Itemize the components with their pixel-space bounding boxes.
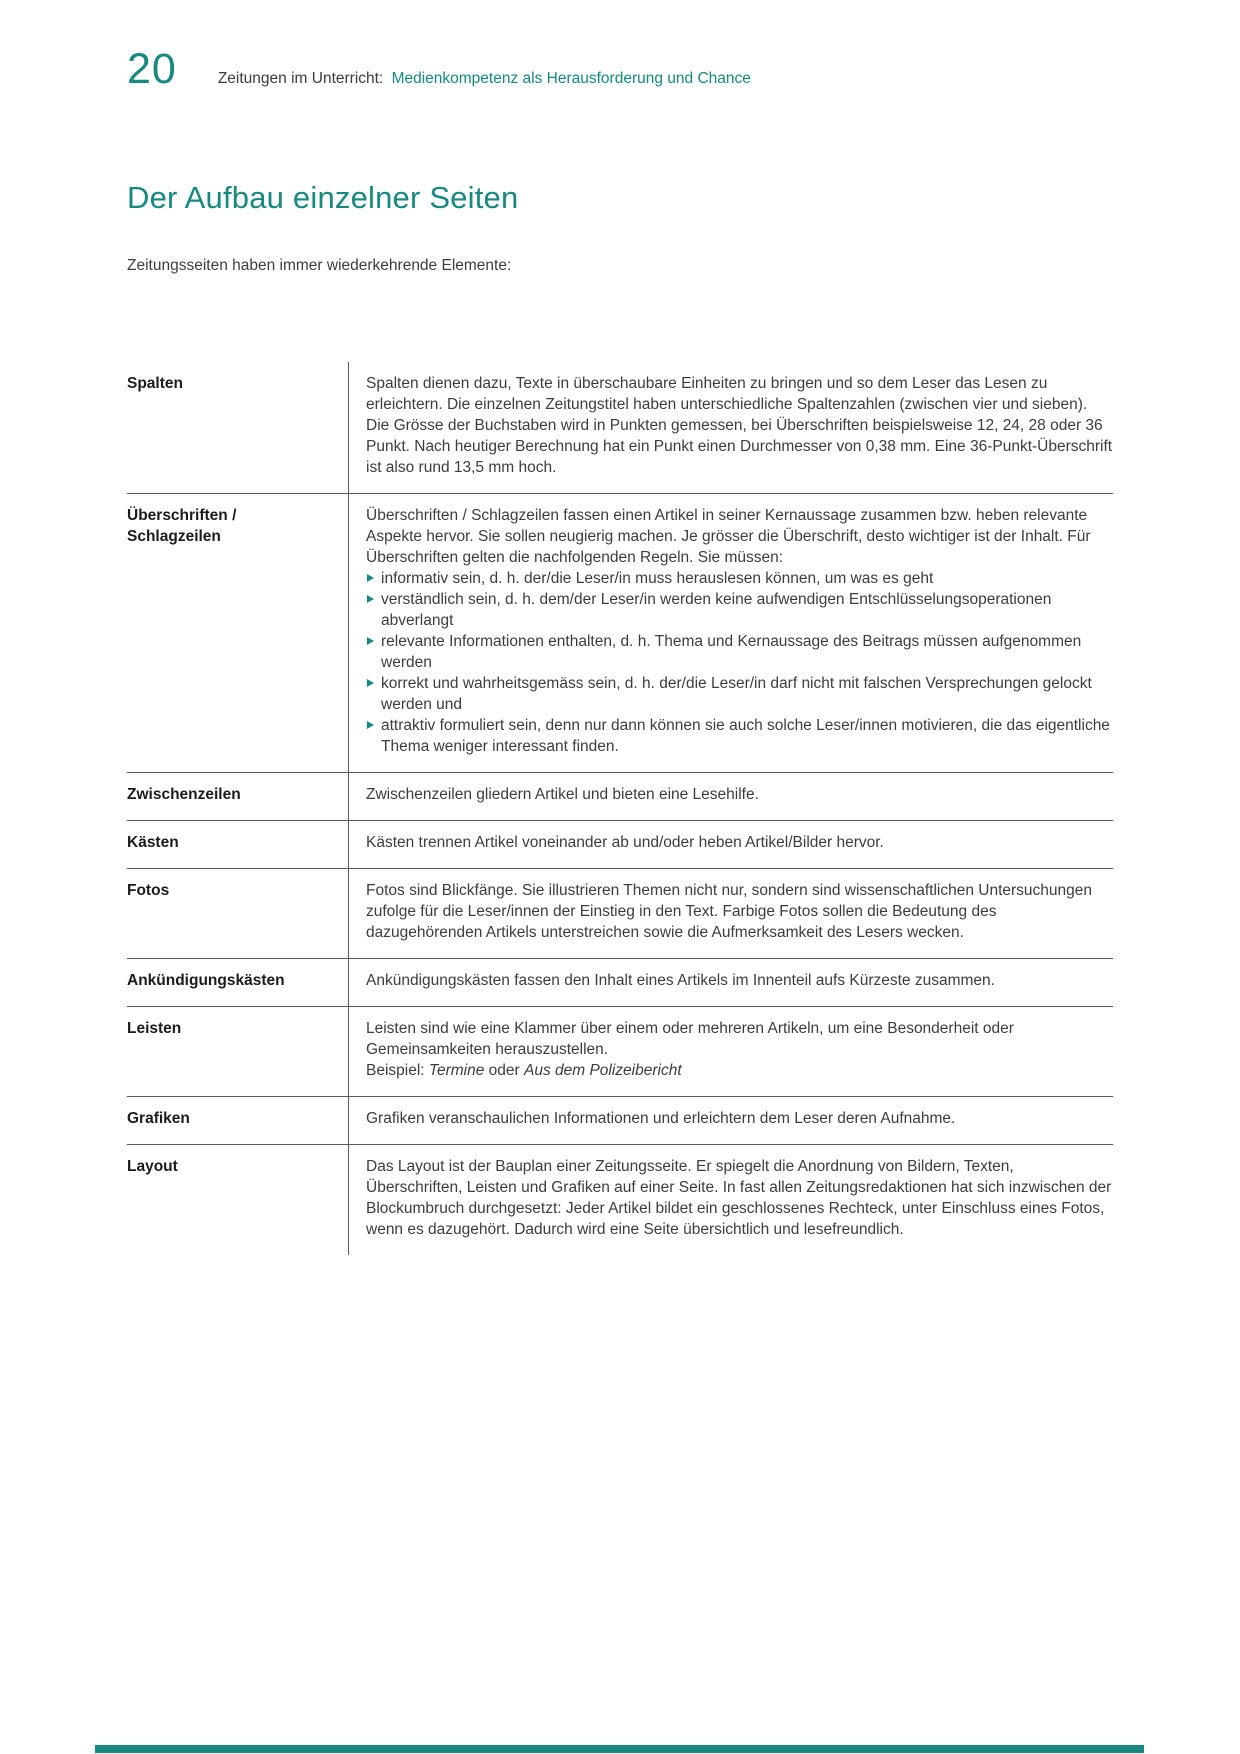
table-row-grafiken — [127, 1096, 1113, 1144]
row-text: Grafiken veranschaulichen Informationen und erleichtern dem Leser deren Aufnahme. — [366, 1110, 956, 1127]
arrow-bullet-icon — [367, 679, 374, 687]
bullet-text: relevante Informationen enthalten, d. h. Thema und Kernaussage des Beitrags müssen aufgenommen werden — [381, 633, 1082, 671]
row-content — [348, 869, 1113, 958]
table-row-kaesten — [127, 820, 1113, 868]
row-label: Ankündigungskästen — [127, 972, 285, 989]
row-content — [348, 494, 1113, 772]
intro-text: Zeitungsseiten haben immer wiederkehrende Elemente: — [127, 257, 512, 274]
row-content — [348, 959, 1113, 1006]
bullet-text: korrekt und wahrheitsgemäss sein, d. h. der/die Leser/in darf nicht mit falschen Versprechungen gelockt werden und — [381, 675, 1092, 713]
row-text: Fotos sind Blickfänge. Sie illustrieren Themen nicht nur, sondern sind wissenschaftlichen Untersuchungen zufolge für die Leser/innen der Einstieg in den Text. Farbige Fotos sollen die Bedeutung des dazugehörenden Artikels unterstreichen sowie die Aufmerksamkeit des Lesers wecken. — [366, 882, 1093, 941]
row-content — [348, 821, 1113, 868]
row-example: Beispiel: Termine oder Aus dem Polizeibericht — [366, 1062, 682, 1079]
bullet-text: verständlich sein, d. h. dem/der Leser/in werden keine aufwendigen Entschlüsselungsoperationen abverlangt — [381, 591, 1052, 629]
page-number: 20 — [127, 45, 177, 93]
row-text: Zwischenzeilen gliedern Artikel und bieten eine Lesehilfe. — [366, 786, 759, 803]
row-content — [348, 362, 1113, 493]
elements-table — [127, 362, 1113, 1255]
running-head — [218, 70, 751, 88]
bullet-text: informativ sein, d. h. der/die Leser/in muss herauslesen können, um was es geht — [381, 570, 934, 587]
list-item — [366, 715, 1113, 757]
table-row-ueberschriften — [127, 493, 1113, 772]
page-header — [127, 45, 1140, 93]
row-content — [348, 1007, 1113, 1096]
arrow-bullet-icon — [367, 721, 374, 729]
row-text: Leisten sind wie eine Klammer über einem oder mehreren Artikeln, um eine Besonderheit oder Gemeinsamkeiten herauszustellen. — [366, 1020, 1014, 1058]
table-row-layout — [127, 1144, 1113, 1255]
arrow-bullet-icon — [367, 574, 374, 582]
running-head-subtitle: Medienkompetenz als Herausforderung und Chance — [391, 70, 751, 87]
running-head-series: Zeitungen im Unterricht: — [217, 70, 384, 87]
row-label: Spalten — [127, 375, 183, 392]
table-row-leisten — [127, 1006, 1113, 1096]
table-row-zwischenzeilen — [127, 772, 1113, 820]
row-text: Überschriften / Schlagzeilen fassen einen Artikel in seiner Kernaussage zusammen bzw. heben relevante Aspekte hervor. Sie sollen neugierig machen. Je grösser die Überschrift, desto wichtiger ist der Inhalt. Für Überschriften gelten die nachfolgenden Regeln. Sie müssen: — [366, 507, 1091, 566]
bullet-text: attraktiv formuliert sein, denn nur dann können sie auch solche Leser/innen motivieren, die das eigentliche Thema weniger interessant finden. — [381, 717, 1110, 755]
row-label: Überschriften / Schlagzeilen — [127, 507, 237, 545]
list-item — [366, 631, 1113, 673]
row-label: Kästen — [127, 834, 179, 851]
table-row-spalten — [127, 362, 1113, 493]
row-text: Das Layout ist der Bauplan einer Zeitungsseite. Er spiegelt die Anordnung von Bildern, Texten, Überschriften, Leisten und Grafiken auf einer Seite. In fast allen Zeitungsredaktionen hat sich inzwischen der Blockumbruch durchgesetzt: Jeder Artikel bildet ein geschlossenes Rechteck, unter Einschluss eines Fotos, wenn es dazugehört. Dadurch wird eine Seite übersichtlich und lesefreundlich. — [366, 1158, 1112, 1238]
row-label: Layout — [127, 1158, 178, 1175]
row-text: Kästen trennen Artikel voneinander ab und/oder heben Artikel/Bilder hervor. — [366, 834, 884, 851]
page-title: Der Aufbau einzelner Seiten — [127, 180, 519, 215]
arrow-bullet-icon — [367, 595, 374, 603]
list-item — [366, 568, 1113, 589]
row-content — [348, 773, 1113, 820]
rules-list — [366, 568, 1113, 757]
list-item — [366, 589, 1113, 631]
row-label: Leisten — [127, 1020, 182, 1037]
table-row-ankuendigungskaesten — [127, 958, 1113, 1006]
row-content — [348, 1145, 1113, 1255]
row-text: Ankündigungskästen fassen den Inhalt eines Artikels im Innenteil aufs Kürzeste zusammen. — [366, 972, 995, 989]
row-label: Grafiken — [127, 1110, 190, 1127]
row-label: Zwischenzeilen — [127, 786, 241, 803]
row-content — [348, 1097, 1113, 1144]
example-term: Aus dem Polizeibericht — [523, 1062, 682, 1079]
list-item — [366, 673, 1113, 715]
table-row-fotos — [127, 868, 1113, 958]
footer-accent-bar — [95, 1745, 1144, 1753]
row-text: Spalten dienen dazu, Texte in überschaubare Einheiten zu bringen und so dem Leser das Lesen zu erleichtern. Die einzelnen Zeitungstitel haben unterschiedliche Spaltenzahlen (zwischen vier und sieben). Die Grösse der Buchstaben wird in Punkten gemessen, bei Überschriften beispielsweise 12, 24, 28 oder 36 Punkt. Nach heutiger Berechnung hat ein Punkt einen Durchmesser von 0,38 mm. Eine 36-Punkt-Überschrift ist also rund 13,5 mm hoch. — [366, 375, 1113, 476]
row-label: Fotos — [127, 882, 170, 899]
arrow-bullet-icon — [367, 637, 374, 645]
example-term: Termine — [428, 1062, 485, 1079]
